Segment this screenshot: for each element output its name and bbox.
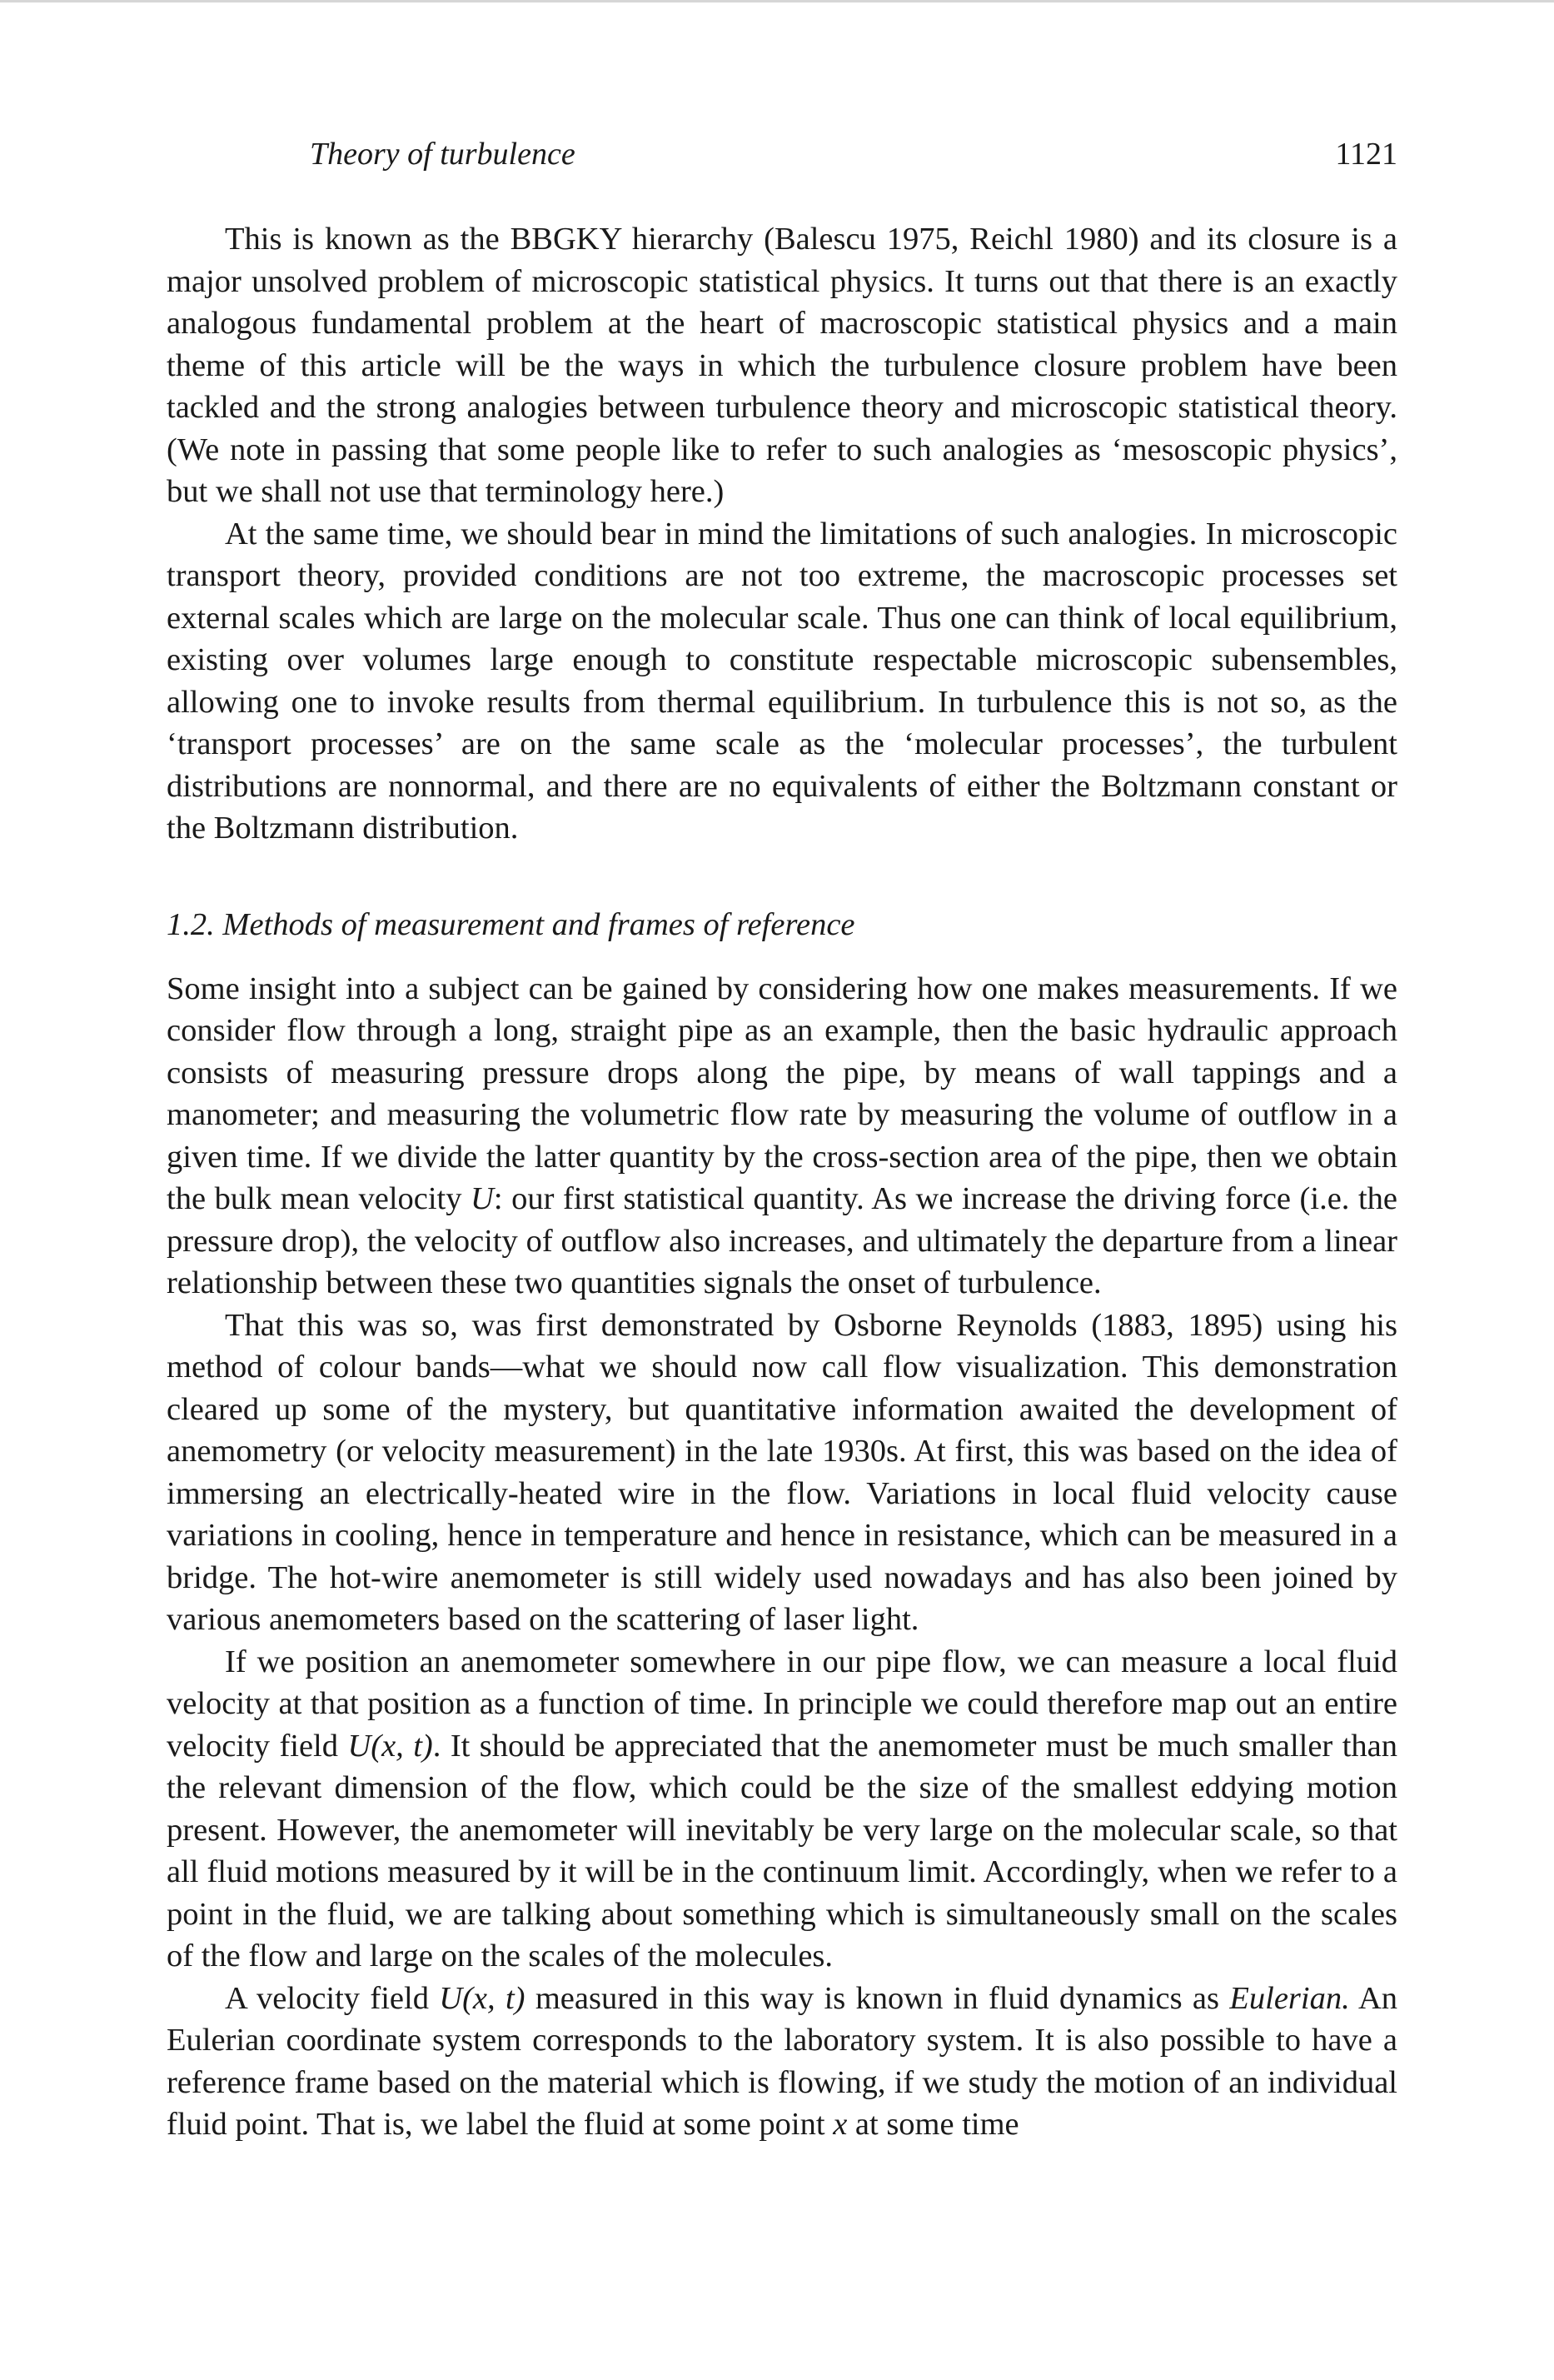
section-paragraph-1-text-b: : our first statistical quantity. As we increase the driving force (i.e. the pressure drop), the velocity of outflow also increases, and ultimately the departure from a linear relationship between these two quantities signals the onset of turbulence. <box>167 1181 1397 1300</box>
section-paragraph-4-text-d: at some time <box>847 2107 1019 2142</box>
section-1-2 <box>167 904 1397 2146</box>
running-title: Theory of turbulence <box>310 137 575 172</box>
eulerian-field-symbol: U(x, t) <box>439 1980 525 2016</box>
page-number: 1121 <box>1335 137 1397 172</box>
bulk-velocity-symbol: U <box>471 1181 494 1216</box>
section-paragraph-4-text-c: An Eulerian coordinate system corresponds to the laboratory system. It is also possible to have a reference frame based on the material which is flowing, if we study the motion of an individual fluid point. That is, we label the fluid at some point <box>167 1980 1397 2142</box>
eulerian-term: Eulerian. <box>1229 1980 1350 2016</box>
section-paragraph-4 <box>167 1978 1397 2146</box>
section-paragraph-3 <box>167 1641 1397 1978</box>
section-paragraph-3-text-b: . It should be appreciated that the anemometer must be much smaller than the relevant dimension of the flow, which could be the size of the smallest eddying motion present. However, the anemometer will inevitably be very large on the molecular scale, so that all fluid motions measured by it will be in the continuum limit. Accordingly, when we refer to a point in the fluid, we are talking about something which is simultaneously small on the scales of the flow and large on the scales of the molecules. <box>167 1728 1397 1973</box>
intro-paragraph-2: At the same time, we should bear in mind the limitations of such analogies. In microscopic transport theory, provided conditions are not too extreme, the macroscopic processes set external scales which are large on the molecular scale. Thus one can think of local equilibrium, existing over volumes large enough to constitute respectable microscopic subensembles, allowing one to invoke results from thermal equilibrium. In turbulence this is not so, as the ‘transport processes’ are on the same scale as the ‘molecular processes’, the turbulent distributions are nonnormal, and there are no equivalents of either the Boltzmann constant or the Boltzmann distribution. <box>167 516 1397 846</box>
page-top-edge <box>0 0 1554 2</box>
section-paragraph-2: That this was so, was first demonstrated by Osborne Reynolds (1883, 1895) using his method of colour bands—what we should now call flow visualization. This demonstration cleared up some of the mystery, but quantitative information awaited the development of anemometry (or velocity measurement) in the late 1930s. At first, this was based on the idea of immersing an electrically-heated wire in the flow. Variations in local fluid velocity cause variations in cooling, hence in temperature and hence in resistance, which can be measured in a bridge. The hot-wire anemometer is still widely used nowadays and has also been joined by various anemometers based on the scattering of laser light. <box>167 1307 1397 1637</box>
velocity-field-symbol: U(x, t) <box>347 1728 433 1764</box>
intro-text <box>167 218 1397 850</box>
section-paragraph-3-text-a: If we position an anemometer somewhere in our pipe flow, we can measure a local fluid velocity at that position as a function of time. In principle we could therefore map out an entire velocity field <box>167 1644 1397 1764</box>
section-title: Methods of measurement and frames of reference <box>222 907 855 942</box>
section-paragraph-4-text-a: A velocity field <box>225 1980 440 2016</box>
intro-paragraph-1: This is known as the BBGKY hierarchy (Balescu 1975, Reichl 1980) and its closure is a major unsolved problem of microscopic statistical physics. It turns out that there is an exactly analogous fundamental problem at the heart of macroscopic statistical physics and a main theme of this article will be the ways in which the turbulence closure problem have been tackled and the strong analogies between turbulence theory and microscopic statistical theory. (We note in passing that some people like to refer to such analogies as ‘mesoscopic physics’, but we shall not use that terminology here.) <box>167 222 1397 509</box>
section-heading <box>167 904 1397 946</box>
section-number: 1.2. <box>167 907 215 942</box>
heading-spacer <box>167 946 1397 968</box>
position-symbol: x <box>833 2107 848 2142</box>
running-head <box>167 133 1397 175</box>
section-paragraph-1-text-a: Some insight into a subject can be gained by considering how one makes measurements. If we consider flow through a long, straight pipe as an example, then the basic hydraulic approach consists of measuring pressure drops along the pipe, by means of wall tappings and a manometer; and measuring the volumetric flow rate by measuring the volume of outflow in a given time. If we divide the latter quantity by the cross-section area of the pipe, then we obtain the bulk mean velocity <box>167 970 1397 1216</box>
section-paragraph-1 <box>167 968 1397 1305</box>
section-paragraph-4-text-b: measured in this way is known in fluid dynamics as <box>525 1980 1230 2016</box>
